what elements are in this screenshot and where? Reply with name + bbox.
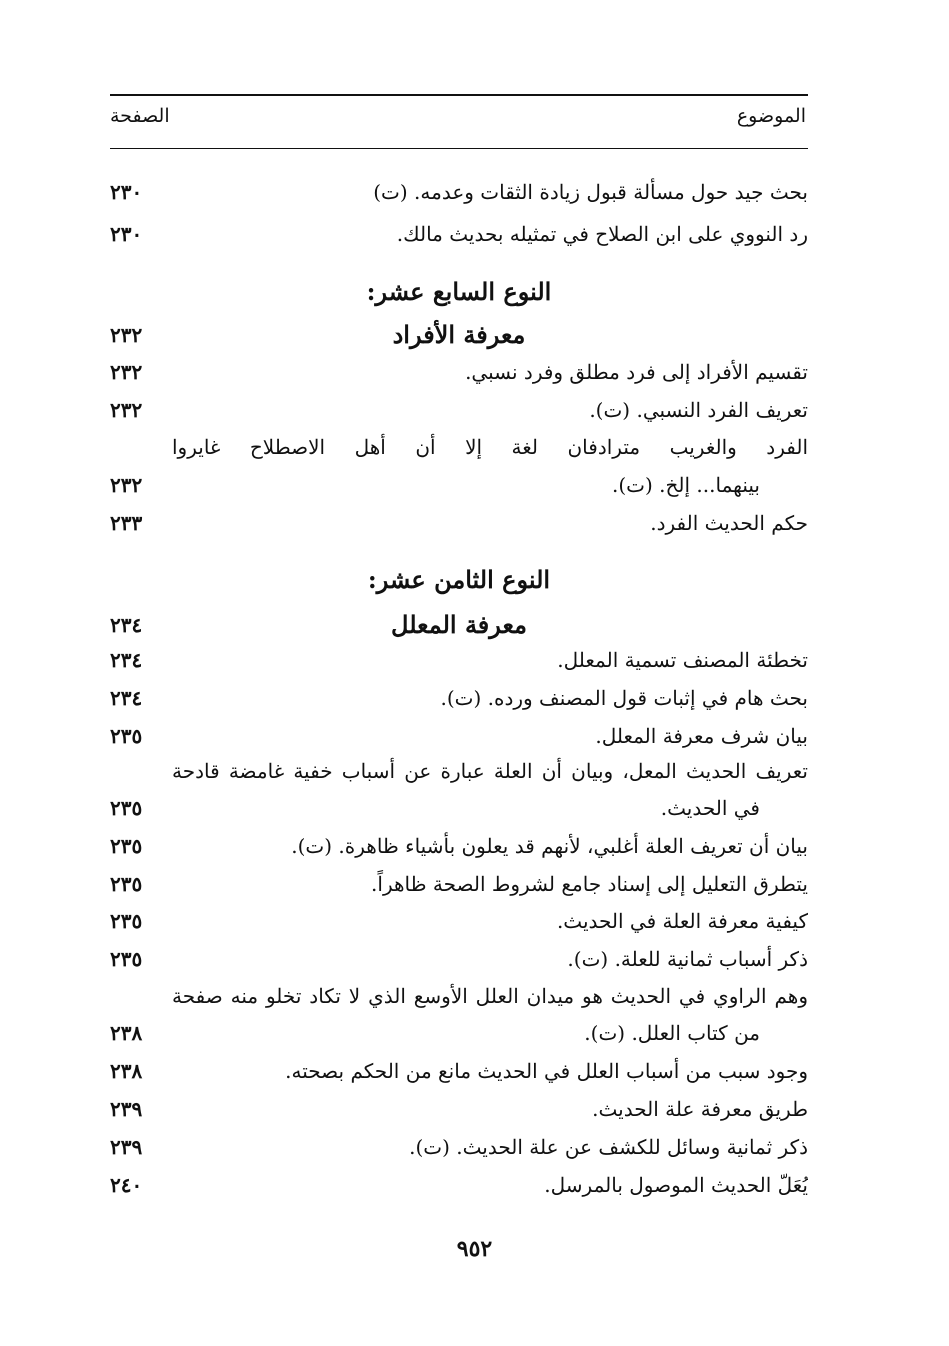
entry-text: ذكر ثمانية وسائل للكشف عن علة الحديث. (ت). bbox=[409, 1135, 808, 1159]
entry-page: ٢٣٢ bbox=[110, 398, 143, 422]
entry-text: بيان شرف معرفة المعلل. bbox=[595, 724, 808, 748]
index-entry bbox=[110, 1167, 808, 1203]
entry-page: ٢٤٠ bbox=[110, 1173, 143, 1197]
index-entry bbox=[110, 1091, 808, 1127]
entry-page: ٢٣٢ bbox=[110, 323, 143, 347]
index-entry bbox=[110, 216, 808, 252]
index-entry bbox=[110, 828, 808, 864]
section-heading-text: النوع السابع عشر: bbox=[366, 277, 552, 306]
index-entry bbox=[110, 718, 808, 754]
entry-text: تعريف الفرد النسبي. (ت). bbox=[589, 398, 808, 422]
entry-text: في الحديث. bbox=[660, 796, 760, 820]
entry-text: كيفية معرفة العلة في الحديث. bbox=[556, 909, 808, 933]
entry-text: تخطئة المصنف تسمية المعلل. bbox=[557, 648, 808, 672]
page-number: ٩٥٢ bbox=[456, 1236, 493, 1262]
section-heading-text: النوع الثامن عشر: bbox=[367, 565, 551, 594]
entry-text: بينهما... إلخ. (ت). bbox=[611, 473, 760, 497]
index-entry bbox=[110, 354, 808, 390]
entry-page: ٢٣٩ bbox=[110, 1097, 143, 1121]
entry-page: ٢٣٠ bbox=[110, 180, 143, 204]
entry-page: ٢٣٥ bbox=[110, 796, 143, 820]
topic-column-label: الموضوع bbox=[736, 105, 806, 127]
index-list bbox=[110, 0, 808, 1346]
page-column-label: الصفحة bbox=[110, 105, 170, 127]
index-entry bbox=[110, 642, 808, 678]
index-entry bbox=[110, 174, 808, 210]
entry-page: ٢٣٣ bbox=[110, 511, 143, 535]
section-heading bbox=[110, 272, 808, 312]
entry-page: ٢٣٥ bbox=[110, 724, 143, 748]
index-entry bbox=[110, 429, 808, 465]
entry-page: ٢٣٩ bbox=[110, 1135, 143, 1159]
index-entry bbox=[110, 978, 808, 1014]
index-entry bbox=[110, 680, 808, 716]
entry-page: ٢٣٥ bbox=[110, 947, 143, 971]
index-entry bbox=[110, 1129, 808, 1165]
section-title-text: معرفة المعلل bbox=[391, 610, 527, 639]
entry-text: رد النووي على ابن الصلاح في تمثيله بحديث مالك. bbox=[396, 222, 808, 246]
index-entry bbox=[110, 392, 808, 428]
section-heading bbox=[110, 560, 808, 600]
entry-text: بيان أن تعريف العلة أغلبي، لأنهم قد يعلون بأشياء ظاهرة. (ت). bbox=[291, 834, 808, 858]
entry-page: ٢٣٢ bbox=[110, 360, 143, 384]
entry-page: ٢٣٥ bbox=[110, 872, 143, 896]
entry-text: ذكر أسباب ثمانية للعلة. (ت). bbox=[567, 947, 808, 971]
entry-page: ٢٣٤ bbox=[110, 686, 143, 710]
entry-page: ٢٣٢ bbox=[110, 473, 143, 497]
entry-text: يُعَلّ الحديث الموصول بالمرسل. bbox=[544, 1173, 808, 1197]
entry-page: ٢٣٨ bbox=[110, 1059, 143, 1083]
entry-text: وجود سبب من أسباب العلل في الحديث مانع من الحكم بصحته. bbox=[285, 1059, 808, 1083]
entry-text: من كتاب العلل. (ت). bbox=[584, 1021, 760, 1045]
entry-page: ٢٣٥ bbox=[110, 909, 143, 933]
entry-text: تعريف الحديث المعل، وبيان أن العلة عبارة عن أسباب خفية غامضة قادحة bbox=[172, 759, 808, 783]
entry-text: يتطرق التعليل إلى إسناد جامع لشروط الصحة ظاهراً. bbox=[371, 872, 808, 896]
index-entry bbox=[110, 1053, 808, 1089]
section-title-entry bbox=[110, 315, 808, 355]
entry-page: ٢٣٥ bbox=[110, 834, 143, 858]
index-entry bbox=[110, 753, 808, 789]
index-entry bbox=[110, 941, 808, 977]
entry-text: تقسيم الأفراد إلى فرد مطلق وفرد نسبي. bbox=[465, 360, 808, 384]
entry-text: حكم الحديث الفرد. bbox=[650, 511, 808, 535]
index-entry bbox=[110, 903, 808, 939]
index-entry bbox=[110, 866, 808, 902]
entry-page: ٢٣٤ bbox=[110, 648, 143, 672]
index-entry-continuation bbox=[110, 467, 808, 503]
entry-text: بحث هام في إثبات قول المصنف ورده. (ت). bbox=[440, 686, 808, 710]
index-entry bbox=[110, 505, 808, 541]
index-entry-continuation bbox=[110, 790, 808, 826]
section-title-text: معرفة الأفراد bbox=[392, 320, 526, 349]
entry-page: ٢٣٤ bbox=[110, 613, 143, 637]
entry-text: الفرد والغريب مترادفان لغة إلا أن أهل الاصطلاح غايروا bbox=[172, 435, 808, 459]
entry-page: ٢٣٨ bbox=[110, 1021, 143, 1045]
entry-text: وهم الراوي في الحديث هو ميدان العلل الأوسع الذي لا تكاد تخلو منه صفحة bbox=[172, 984, 808, 1008]
entry-page: ٢٣٠ bbox=[110, 222, 143, 246]
entry-text: بحث جيد حول مسألة قبول زيادة الثقات وعدمه. (ت) bbox=[373, 180, 808, 204]
entry-text: طريق معرفة علة الحديث. bbox=[592, 1097, 808, 1121]
section-title-entry bbox=[110, 605, 808, 645]
index-entry-continuation bbox=[110, 1015, 808, 1051]
